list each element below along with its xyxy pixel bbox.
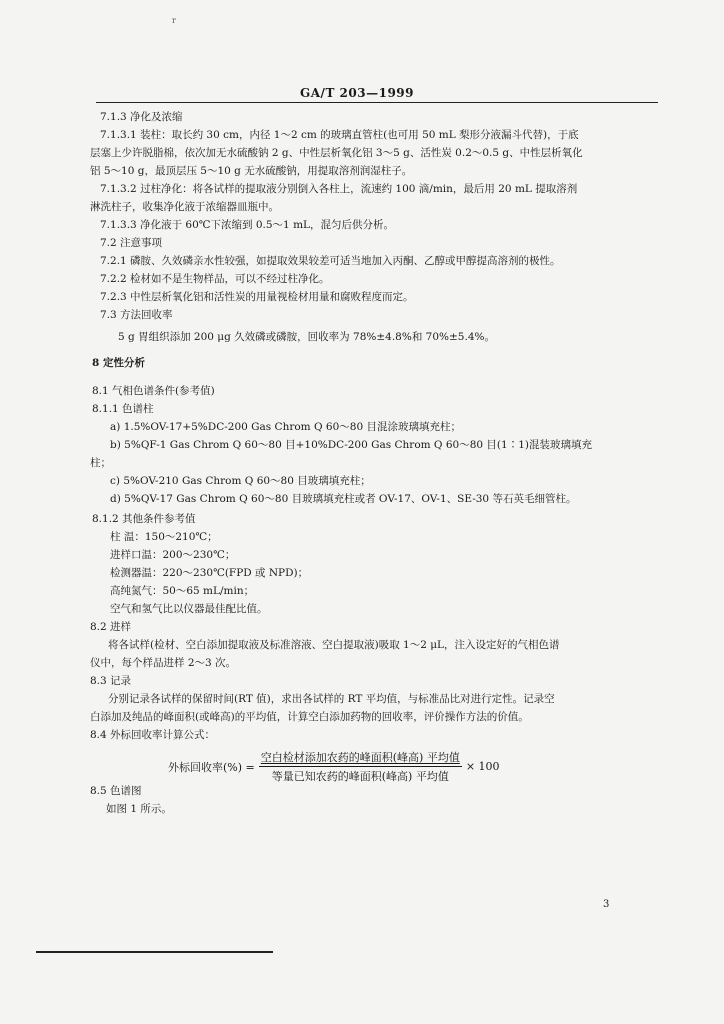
- text-line: 7.1.3 净化及浓缩: [100, 111, 183, 123]
- footer-rule: [36, 951, 273, 953]
- formula-fraction: [259, 749, 462, 784]
- text-line: 8.3 记录: [90, 675, 132, 687]
- formula-numerator: 空白检材添加农药的峰面积(峰高) 平均值: [259, 749, 462, 767]
- text-line: 8.4 外标回收率计算公式：: [90, 729, 216, 741]
- formula-rhs: × 100: [465, 760, 500, 773]
- text-line: 8.1.2 其他条件参考值: [92, 513, 196, 525]
- text-line: 高纯氮气：50～65 mL/min；: [110, 585, 255, 597]
- text-line: 仪中，每个样品进样 2～3 次。: [90, 657, 237, 669]
- formula-lhs: 外标回收率(%) =: [168, 760, 255, 774]
- formula-denominator: 等量已知农药的峰面积(峰高) 平均值: [271, 770, 449, 783]
- text-line: 8 定性分析: [92, 357, 145, 369]
- text-line: 7.2.3 中性层析氧化铝和活性炭的用量视检材用量和腐败程度而定。: [100, 291, 414, 303]
- text-line: 柱 温：150～210℃；: [110, 531, 218, 543]
- text-line: 5 g 胃组织添加 200 μg 久效磷或磷胺，回收率为 78%±4.8%和 70%±5.4%。: [118, 331, 495, 343]
- text-line: a) 1.5%OV-17+5%DC-200 Gas Chrom Q 60～80 目混涂玻璃填充柱；: [110, 421, 461, 433]
- text-line: 8.5 色谱图: [90, 785, 142, 797]
- text-line: 柱；: [90, 457, 111, 469]
- text-line: 7.1.3.3 净化液于 60℃下浓缩到 0.5～1 mL，混匀后供分析。: [100, 219, 394, 231]
- text-line: 分别记录各试样的保留时间(RT 值)，求出各试样的 RT 平均值，与标准品比对进行定性。记录空: [108, 693, 555, 705]
- text-line: 白添加及纯品的峰面积(或峰高)的平均值，计算空白添加药物的回收率，评价操作方法的价值。: [90, 711, 529, 723]
- text-line: 如图 1 所示。: [106, 803, 172, 815]
- scan-mark: r: [172, 16, 176, 25]
- header-rule: [96, 102, 658, 103]
- text-line: b) 5%QF-1 Gas Chrom Q 60～80 目+10%DC-200 Gas Chrom Q 60～80 目(1∶1)混装玻璃填充: [110, 439, 592, 451]
- text-line: 7.1.3.2 过柱净化：将各试样的提取液分别倒入各柱上，流速约 100 滴/min，最后用 20 mL 提取溶剂: [100, 183, 578, 195]
- text-line: 空气和氢气比以仪器最佳配比值。: [110, 603, 268, 615]
- standard-header: GA/T 203—1999: [300, 86, 414, 100]
- text-line: c) 5%OV-210 Gas Chrom Q 60～80 目玻璃填充柱；: [110, 475, 371, 487]
- text-line: 层塞上少许脱脂棉，依次加无水硫酸钠 2 g、中性层析氧化铝 3～5 g、活性炭 0.2～0.5 g、中性层析氧化: [90, 147, 583, 159]
- text-line: 7.1.3.1 装柱：取长约 30 cm，内径 1～2 cm 的玻璃直管柱(也可用 50 mL 梨形分液漏斗代替)，于底: [100, 129, 579, 141]
- text-line: 检测器温：220～230℃(FPD 或 NPD)；: [110, 567, 309, 579]
- text-line: 7.2 注意事项: [100, 237, 163, 249]
- text-line: 进样口温：200～230℃；: [110, 549, 236, 561]
- text-line: d) 5%QV-17 Gas Chrom Q 60～80 目玻璃填充柱或者 OV-17、OV-1、SE-30 等石英毛细管柱。: [110, 493, 577, 505]
- text-line: 8.1 气相色谱条件(参考值): [92, 385, 215, 397]
- text-line: 8.2 进样: [90, 621, 132, 633]
- text-line: 7.2.1 磷胺、久效磷亲水性较强，如提取效果较差可适当地加入丙酮、乙醇或甲醇提高溶剂的极性。: [100, 255, 561, 267]
- text-line: 7.3 方法回收率: [100, 309, 173, 321]
- recovery-formula: [168, 749, 500, 784]
- text-line: 淋洗柱子，收集净化液于浓缩器皿瓶中。: [90, 201, 279, 213]
- text-line: 8.1.1 色谱柱: [92, 403, 154, 415]
- text-line: 将各试样(检材、空白添加提取液及标准溶液、空白提取液)吸取 1～2 μL，注入设定好的气相色谱: [108, 639, 560, 651]
- text-line: 7.2.2 检材如不是生物样品，可以不经过柱净化。: [100, 273, 330, 285]
- text-line: 铝 5～10 g，最顶层压 5～10 g 无水硫酸钠，用提取溶剂润湿柱子。: [90, 165, 413, 177]
- page-number: 3: [603, 899, 610, 910]
